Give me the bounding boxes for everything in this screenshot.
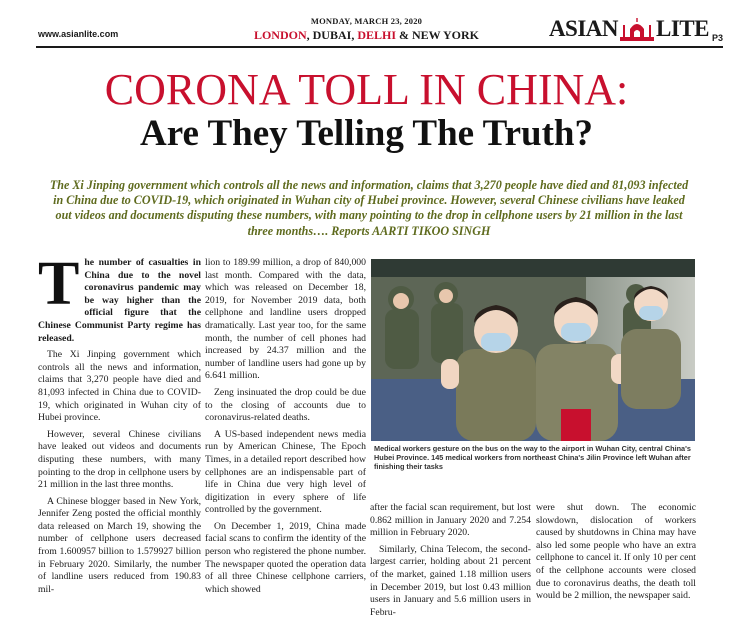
body-paragraph: after the facial scan requirement, but lost 0.862 million in January 2020 and 7.254 million in February 2020.: [370, 502, 531, 539]
city-new-york: NEW YORK: [412, 28, 480, 42]
body-paragraph: lion to 189.99 million, a drop of 840,000 last month. Compared with the data, which was released on December 18, 2019, for November 2019 data, both cellphone and landline users dropped dramatically. Last year too, for the same month, the number of cell phones had increased by 24.37 million and the number of landline users had gone up by 6.641 million.: [205, 257, 366, 382]
city-separator: ,: [306, 28, 313, 42]
logo-text-right: LITE: [656, 16, 709, 41]
city-separator: ,: [351, 28, 358, 42]
masthead-logo[interactable]: [549, 16, 709, 42]
lead-text: he number of casualties in China due to the novel coronavirus pandemic may be way higher than the official figure that the Chinese Communist Party regime has released.: [38, 257, 201, 344]
city-london: LONDON: [253, 28, 307, 42]
news-photo: [371, 259, 695, 441]
article-column-3: [370, 502, 531, 623]
body-paragraph: Similarly, China Telecom, the second-largest carrier, holding about 21 percent of the market, gained 1.18 million users in December 2019, but lost 0.43 million users in January and 5.6 million users in Febru-: [370, 543, 531, 618]
dropcap: T: [38, 250, 80, 318]
body-paragraph: A US-based independent news media run by American Chinese, The Epoch Times, in a detailed report described how cellphones are an indispensable part of life in China due very high level of digitization in every sphere of life controlled by the government.: [205, 428, 366, 516]
medical-workers-bus-illustration: [371, 259, 695, 441]
city-separator: &: [396, 28, 412, 42]
city-delhi: DELHI: [357, 28, 396, 42]
article-column-2: [205, 257, 366, 600]
article-column-4: [536, 502, 696, 607]
body-paragraph: Zeng insinuated the drop could be due to the closing of accounts due to coronavirus-related deaths.: [205, 386, 366, 424]
masthead-rule: [36, 46, 723, 48]
taj-mahal-icon: [620, 17, 654, 41]
body-paragraph: A Chinese blogger based in New York, Jennifer Zeng posted the official monthly data released on March 19, showing the number of cellphone users decreased from 1.600957 billion to 1.579927 billion in February 2020. Similarly, the number of landline users reduced from 190.83 mil-: [38, 495, 201, 595]
logo-text-left: ASIAN: [548, 16, 619, 41]
headline-primary: CORONA TOLL IN CHINA:: [104, 65, 629, 114]
city-dubai: DUBAI: [312, 28, 352, 42]
body-paragraph: However, several Chinese civilians have leaked out videos and documents disputing these numbers, with many pointing to the drop in cellphone users by 21 million in the last three months.: [38, 428, 201, 491]
headline-secondary: Are They Telling The Truth?: [139, 113, 594, 154]
dateline: MONDAY, MARCH 23, 2020: [310, 16, 423, 26]
article-column-1: [38, 250, 201, 600]
photo-caption: Medical workers gesture on the bus on the way to the airport in Wuhan City, central China's Hubei Province. 145 medical workers from northeast China's Jilin Province left Wuhan after finishing their tasks: [374, 444, 691, 471]
site-url[interactable]: www.asianlite.com: [38, 29, 119, 39]
page-number: P3: [711, 33, 723, 43]
standfirst: The Xi Jinping government which controls all the news and information, claims that 3,270 people have died and 81,093 infected in China due to COVID-19, which originated in Wuhan city of Hubei province. However, several Chinese civilians have leaked out videos and documents disputing these numbers, with many pointing to the drop in cellphone users by 21 million in the last three months…. Reports AARTI TIKOO SINGH: [49, 178, 689, 238]
body-paragraph: were shut down. The economic slowdown, dislocation of workers caused by shutdowns in China may have also led some people who have an extra cellphone to cancel it. If only 10 per cent of the cellphone accounts were closed due to coronavirus deaths, the death toll would be 2 million, the newspaper said.: [536, 502, 696, 602]
body-paragraph: On December 1, 2019, China made facial scans to confirm the identity of the person who registered the phone number. The newspaper quoted the operation data of all three Chinese cellphone carriers, which showed: [205, 520, 366, 595]
lead-paragraph: [38, 250, 201, 345]
body-paragraph: The Xi Jinping government which controls all the news and information, claims that 3,270 people have died and 81,093 infected in China due to COVID-19, which originated in Wuhan city of Hubei province.: [38, 349, 201, 424]
